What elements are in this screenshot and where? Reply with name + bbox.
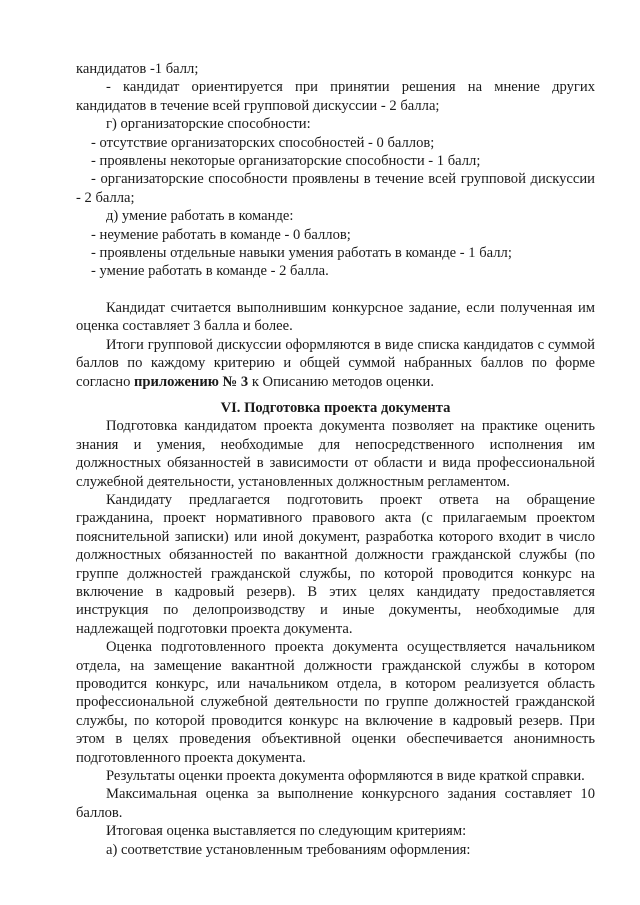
- paragraph: Итоговая оценка выставляется по следующим критериям:: [106, 823, 467, 840]
- text-line: кандидатов -1 балл;: [76, 61, 199, 77]
- text-line: - отсутствие организаторских способностей - 0 баллов;: [91, 134, 435, 151]
- paragraph: Результаты оценки проекта документа оформляются в виде краткой справки.: [106, 768, 585, 785]
- paragraph: Максимальная оценка за выполнение конкурсного задания составляет 10 баллов.: [76, 786, 595, 821]
- text-line: - умение работать в команде - 2 балла.: [91, 263, 329, 280]
- text-line: д) умение работать в команде:: [106, 208, 294, 225]
- text-line: г) организаторские способности:: [106, 116, 311, 133]
- paragraph: Оценка подготовленного проекта документа осуществляется начальником отдела, на замещение вакантной должности гражданской службы в котором проводится конкурс, или начальником отдела, в котором реализуется область профессиональной служебной деятельности по группе должностей гражданской службы, по которой проводится конкурс на включение в кадровый резерв. При этом в целях проведения объективной оценки обеспечивается анонимность подготовленного проекта документа.: [76, 639, 595, 766]
- paragraph-text: Итоги групповой дискуссии оформляются в виде списка кандидатов с суммой баллов по каждому критерию и общей суммой набранных баллов по форме согласно: [76, 336, 595, 390]
- section-heading: VI. Подготовка проекта документа: [220, 399, 451, 416]
- paragraph-gap: [76, 391, 595, 399]
- paragraph: Кандидат считается выполнившим конкурсное задание, если полученная им оценка составляет 3 балла и более.: [76, 299, 595, 335]
- text-line: - проявлены отдельные навыки умения работать в команде - 1 балл;: [91, 245, 512, 262]
- text-line: - неумение работать в команде - 0 баллов;: [91, 226, 351, 243]
- text-line: - проявлены некоторые организаторские способности - 1 балл;: [91, 153, 481, 170]
- appendix-reference: приложению № 3: [134, 373, 249, 390]
- paragraph: а) соответствие установленным требованиям оформления:: [106, 841, 471, 858]
- paragraph-gap: [76, 281, 595, 299]
- paragraph: Кандидату предлагается подготовить проект ответа на обращение гражданина, проект нормативного правового акта (с прилагаемым проектом пояснительной записки) или иной документ, разработка которого входит в число должностных обязанностей по вакантной должности гражданской службы (по группе должностей гражданской службы, по которой проводится конкурс на включение в кадровый резерв). В этих целях кандидату предоставляется инструкция по делопроизводству и иные документы, необходимые для надлежащей подготовки проекта документа.: [76, 491, 595, 637]
- text-line: - кандидат ориентируется при принятии решения на мнение других кандидатов в течение всей групповой дискуссии - 2 балла;: [76, 79, 595, 114]
- paragraph: Подготовка кандидатом проекта документа позволяет на практике оценить знания и умения, необходимые для непосредственного исполнения им должностных обязанностей в зависимости от области и вида профессиональной служебной деятельности, установленных должностным регламентом.: [76, 418, 595, 490]
- text-line: - организаторские способности проявлены в течение всей групповой дискуссии - 2 балла;: [76, 171, 595, 206]
- paragraph-text: к Описанию методов оценки.: [248, 373, 434, 390]
- paragraph: [76, 336, 595, 391]
